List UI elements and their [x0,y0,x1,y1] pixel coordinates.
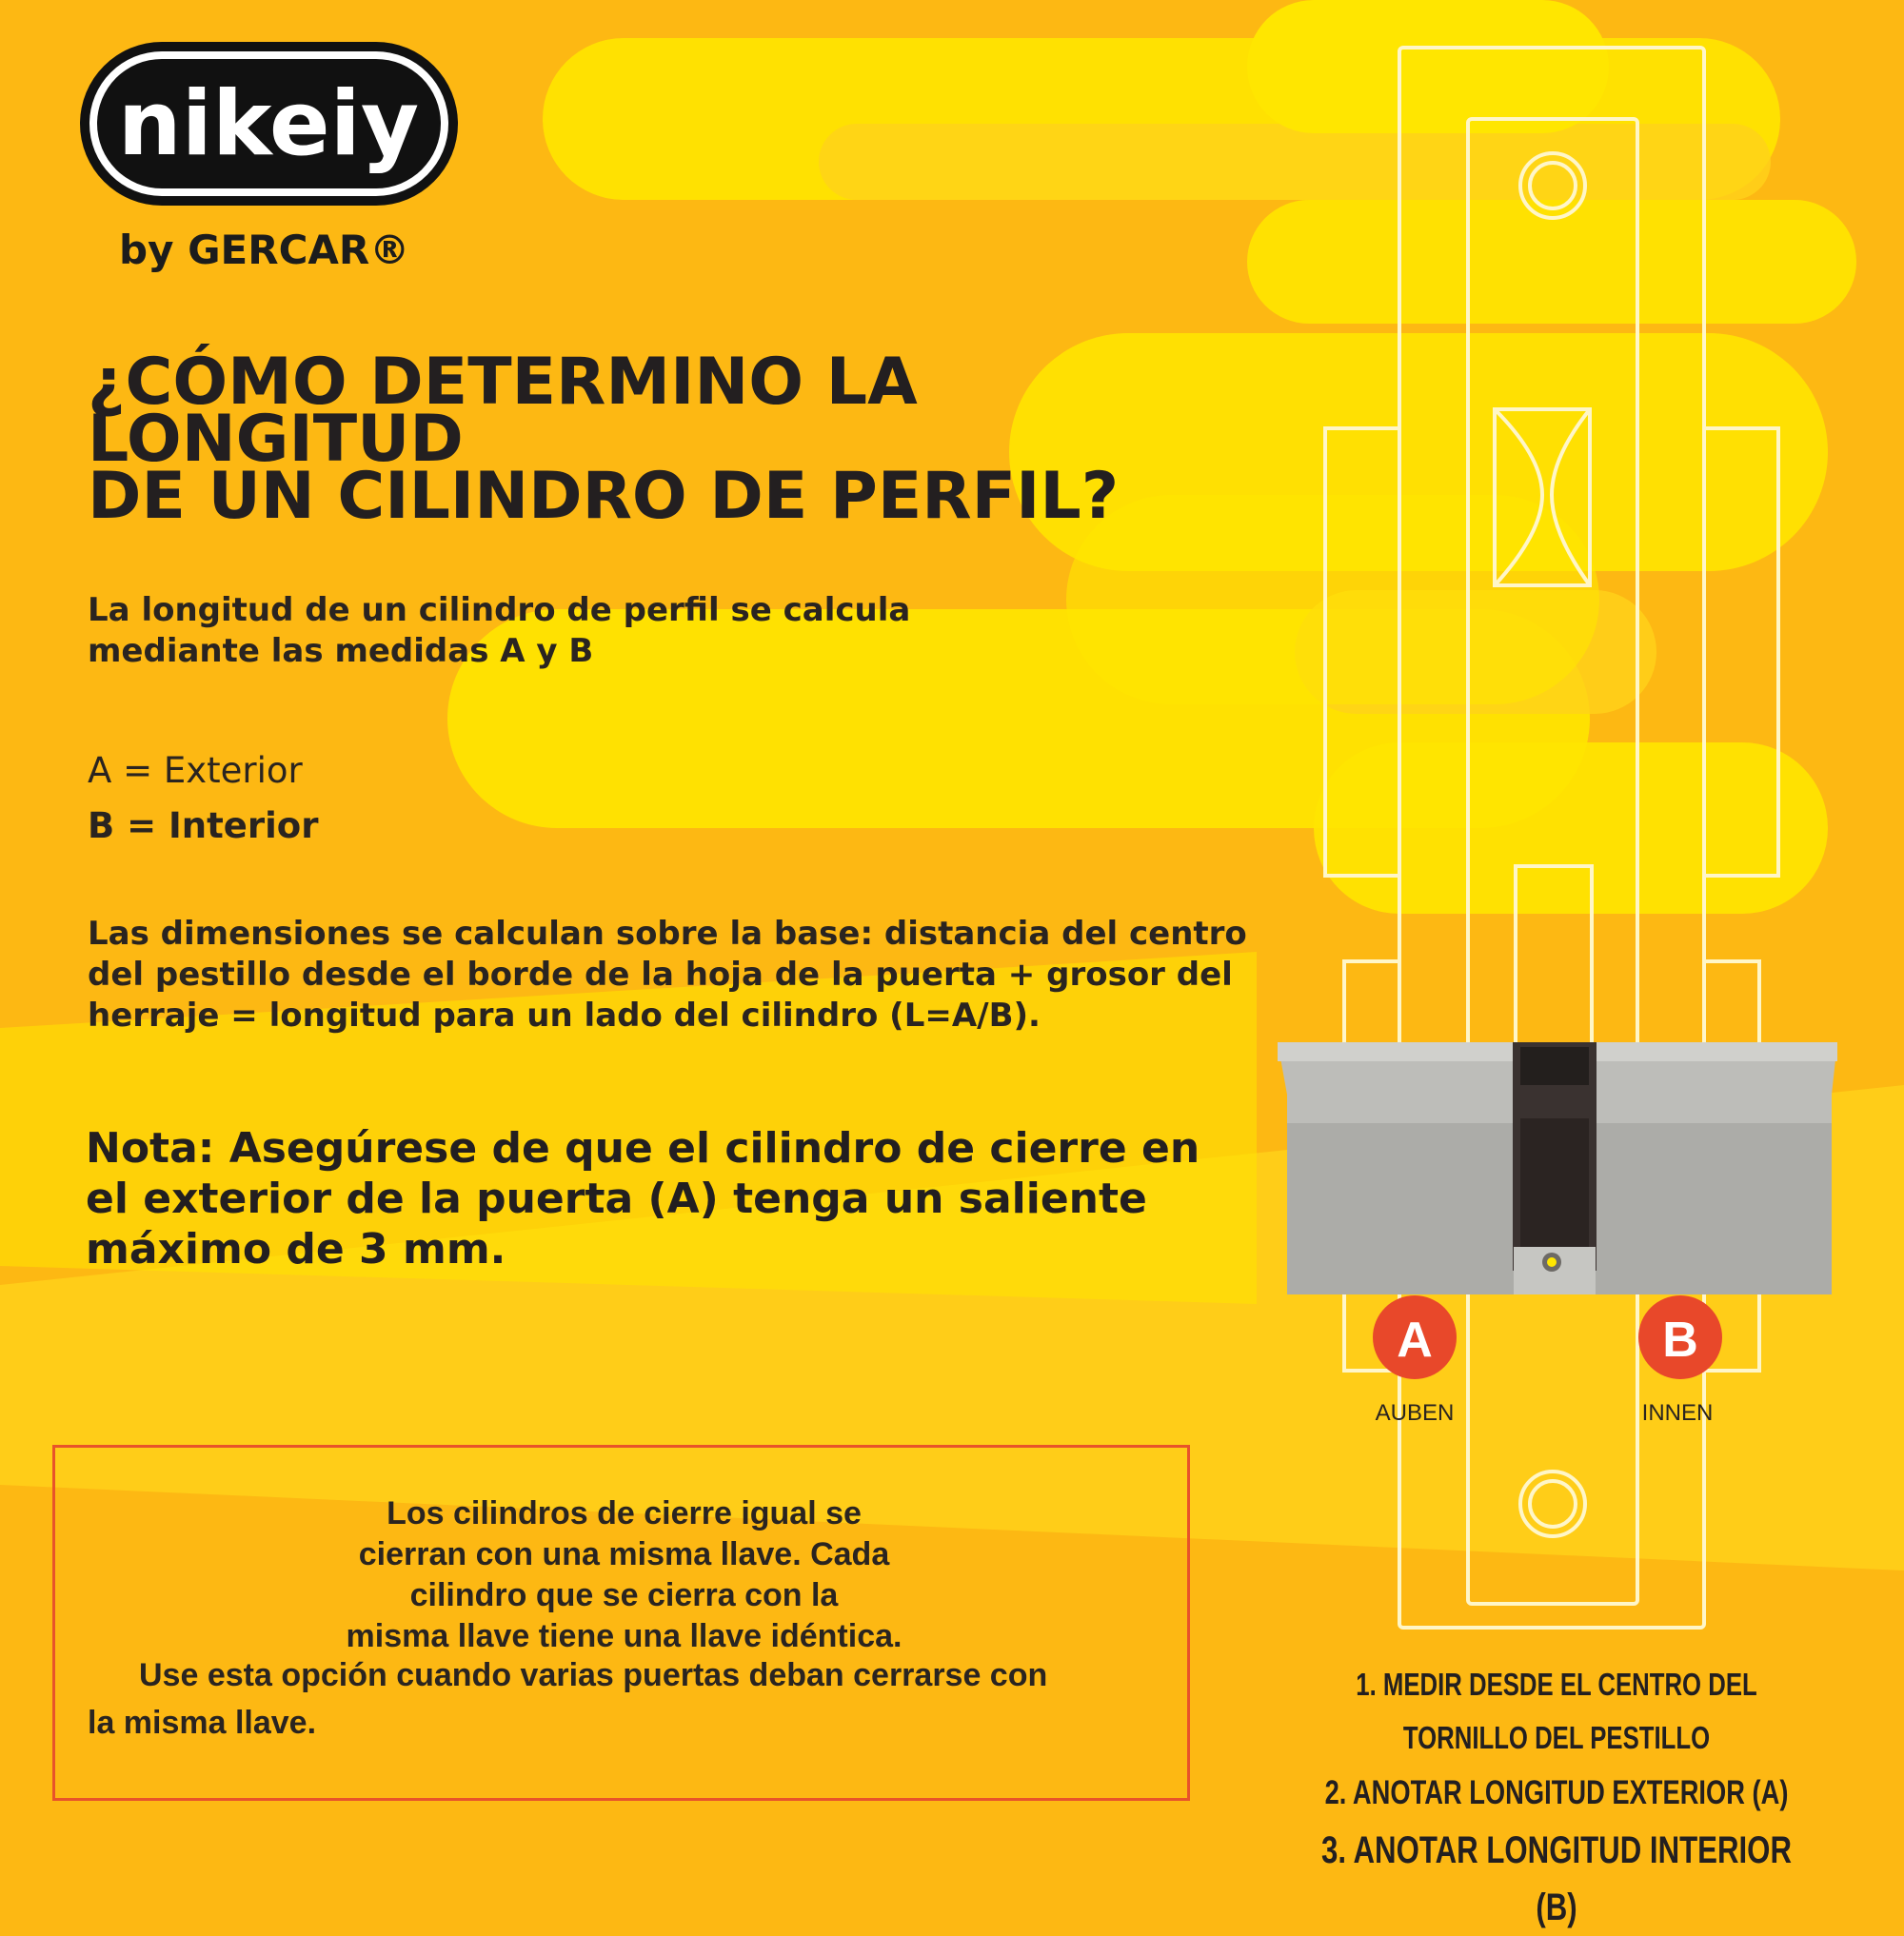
badge-a: A [1397,1313,1433,1368]
dimensions-line: del pestillo desde el borde de la hoja de la puerta + grosor del [88,956,1233,994]
step-2: 2. ANOTAR LONGITUD EXTERIOR (A) [1324,1774,1789,1811]
note-line: Nota: Asegúrese de que el cilindro de cierre en [86,1124,1200,1173]
info-line: cilindro que se cierra con la [409,1577,839,1613]
brand-logo [76,38,462,209]
dimensions-paragraph [88,914,1287,1037]
badge-a-label: AUBEN [1375,1400,1455,1426]
brand-byline: by GERCAR® [119,227,410,273]
step-3: 3. ANOTAR LONGITUD INTERIOR (B) [1320,1829,1792,1928]
note-paragraph [86,1123,1228,1274]
lock-cylinder [1278,1042,1837,1294]
page-title [88,345,1287,534]
info-line: Los cilindros de cierre igual se [387,1495,862,1531]
lock-diagram [1238,38,1847,1656]
info-box [52,1445,1190,1801]
measure-steps [1228,1658,1885,1936]
info-line: la misma llave. [88,1705,317,1741]
badge-b: B [1662,1313,1698,1368]
note-line: máximo de 3 mm. [86,1225,506,1274]
badge-b-label: INNEN [1641,1400,1714,1426]
lock-outline [1325,48,1778,1628]
dimensions-line: Las dimensiones se calculan sobre la base: distancia del centro [88,915,1247,953]
title-line: ¿CÓMO DETERMINO LA LONGITUD [88,345,918,477]
info-line: cierran con una misma llave. Cada [358,1536,890,1572]
note-line: el exterior de la puerta (A) tenga un saliente [86,1175,1147,1223]
info-line: misma llave tiene una llave idéntica. [346,1618,902,1654]
legend-a: A = Exterior [88,750,303,791]
intro-line: La longitud de un cilindro de perfil se calcula [88,591,911,629]
step-1: 1. MEDIR DESDE EL CENTRO DEL TORNILLO DEL PESTILLO [1356,1667,1757,1755]
intro-line: mediante las medidas A y B [88,632,594,670]
legend-b: B = Interior [88,805,319,846]
svg-text:nikeiy: nikeiy [117,72,420,176]
intro-paragraph [88,590,1287,672]
title-line: DE UN CILINDRO DE PERFIL? [88,459,1120,534]
info-box-text [55,1493,1193,1657]
info-line: Use esta opción cuando varias puertas deban cerrarse con [139,1657,1048,1693]
dimensions-line: herraje = longitud para un lado del cilindro (L=A/B). [88,997,1041,1035]
